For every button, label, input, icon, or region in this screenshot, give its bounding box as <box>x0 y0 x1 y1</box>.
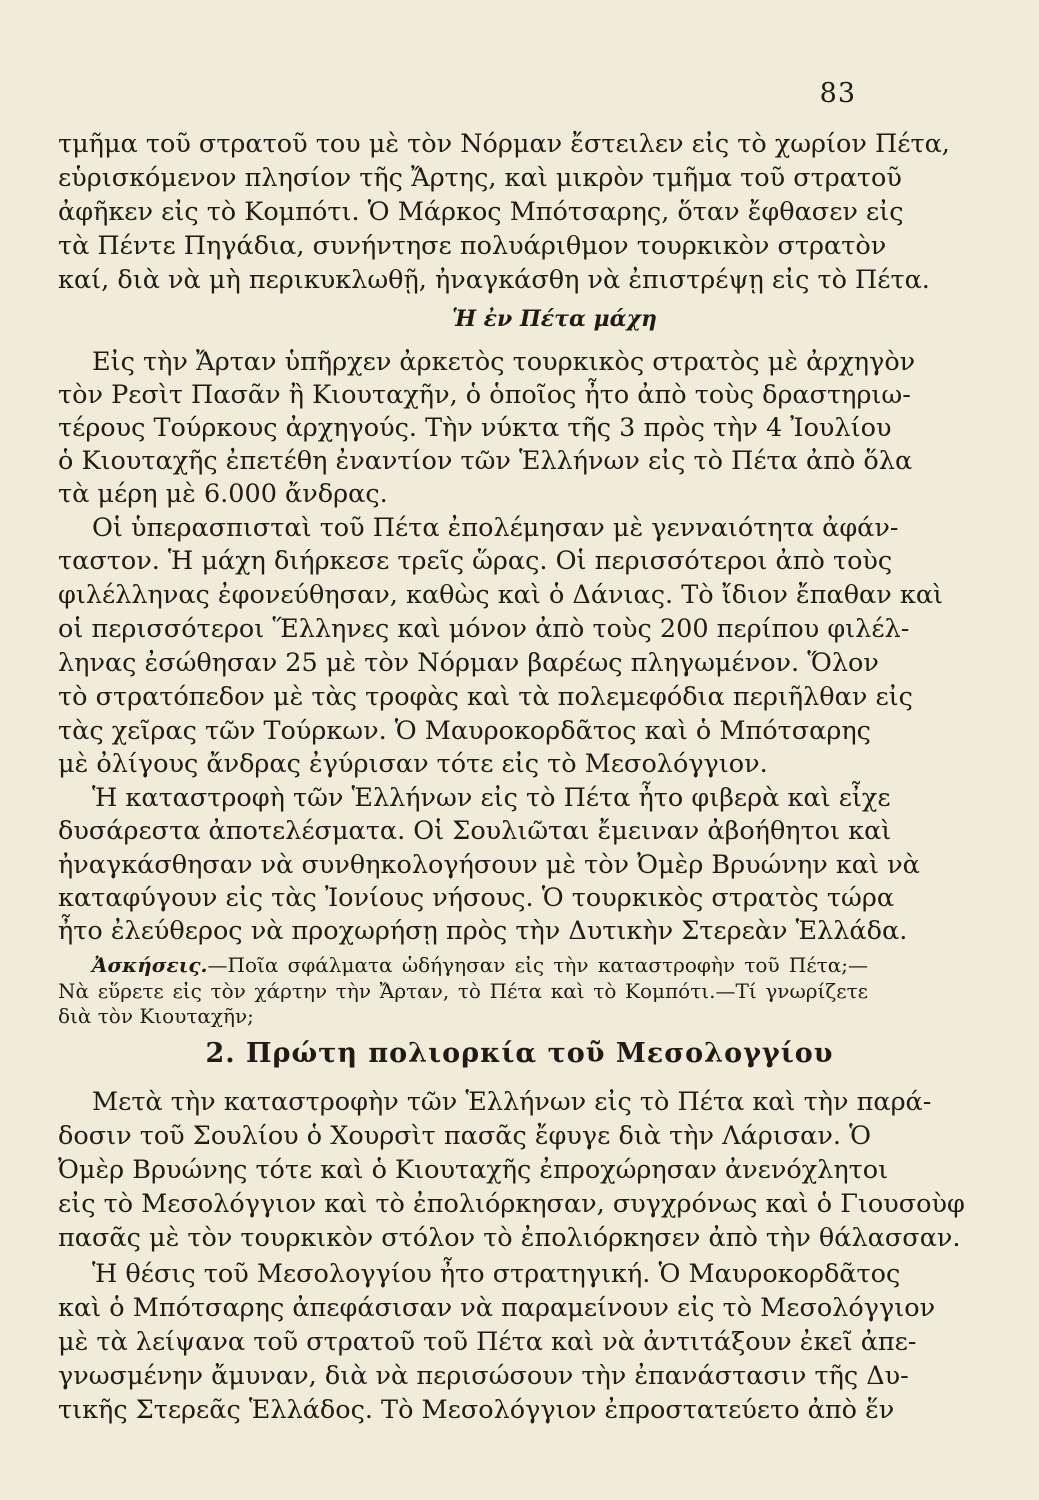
text-line: καταφύγουν εἰς τὰς Ἰονίους νήσους. Ὁ τουρκικὸς στρατὸς τώρα <box>58 883 895 913</box>
text-line: δυσάρεστα ἀποτελέσματα. Οἱ Σουλιῶται ἔμειναν ἀβοήθητοι καὶ <box>58 816 892 846</box>
text-line: τὸν Ρεσὶτ Πασᾶν ἢ Κιουταχῆν, ὁ ὁποῖος ἦτο ἀπὸ τοὺς δραστηριω- <box>58 380 911 410</box>
text-line: ἀφῆκεν εἰς τὸ Κομπότι. Ὁ Μάρκος Μπότσαρης, ὅταν ἔφθασεν εἰς <box>58 197 904 227</box>
text-line: Εἰς τὴν Ἄρταν ὑπῆρχεν ἀρκετὸς τουρκικὸς στρατὸς μὲ ἀρχηγὸν <box>92 347 916 377</box>
text-line: ἦτο ἐλεύθερος νὰ προχωρήσῃ πρὸς τὴν Δυτικὴν Στερεὰν Ἑλλάδα. <box>58 916 908 946</box>
text-line: Ὀμὲρ Βρυώνης τότε καὶ ὁ Κιουταχῆς ἐπροχώρησαν ἀνενόχλητοι <box>58 1155 889 1185</box>
text-line: πασᾶς μὲ τὸν τουρκικὸν στόλον τὸ ἐπολιόρκησεν ἀπὸ τὴν θάλασσαν. <box>58 1223 961 1253</box>
text-line: ἠναγκάσθησαν νὰ συνθηκολογήσουν μὲ τὸν Ὀμὲρ Βρυώνην καὶ νὰ <box>58 850 920 880</box>
exercises-label: Ἀσκήσεις. <box>92 953 208 977</box>
page-number: 83 <box>819 78 856 109</box>
text-line: τὰς χεῖρας τῶν Τούρκων. Ὁ Μαυροκορδᾶτος καὶ ὁ Μπότσαρης <box>58 716 871 746</box>
section-heading: 2. Πρώτη πολιορκία τοῦ Μεσολογγίου <box>205 1038 834 1069</box>
text-line: Ἡ καταστροφὴ τῶν Ἑλλήνων εἰς τὸ Πέτα ἦτο φιβερὰ καὶ εἶχε <box>92 783 891 813</box>
text-line: ληνας ἐσώθησαν 25 μὲ τὸν Νόρμαν βαρέως πληγωμένον. Ὅλον <box>58 648 879 678</box>
text-line: ταστον. Ἡ μάχη διήρκεσε τρεῖς ὥρας. Οἱ περισσότεροι ἀπὸ τοὺς <box>58 546 893 576</box>
text-line: μὲ ὀλίγους ἄνδρας ἐγύρισαν τότε εἰς τὸ Μεσολόγγιον. <box>58 749 768 779</box>
text-line: ὁ Κιουταχῆς ἐπετέθη ἐναντίον τῶν Ἑλλήνων εἰς τὸ Πέτα ἀπὸ ὅλα <box>58 446 913 476</box>
text-line: τὰ μέρη μὲ 6.000 ἄνδρας. <box>58 479 388 509</box>
text-line: οἱ περισσότεροι Ἕλληνες καὶ μόνον ἀπὸ τοὺς 200 περίπου φιλέλ- <box>58 614 910 644</box>
text-line: τμῆμα τοῦ στρατοῦ του μὲ τὸν Νόρμαν ἔστειλεν εἰς τὸ χωρίον Πέτα, <box>58 129 950 159</box>
text-line: Ἡ θέσις τοῦ Μεσολογγίου ἦτο στρατηγική. Ὁ Μαυροκορδᾶτος <box>92 1259 901 1289</box>
subheading: Ἡ ἐν Πέτα μάχη <box>451 306 658 332</box>
text-line: δοσιν τοῦ Σουλίου ὁ Χουρσὶτ πασᾶς ἔφυγε διὰ τὴν Λάρισαν. Ὁ <box>58 1121 871 1151</box>
text-line: τικῆς Στερεᾶς Ἑλλάδος. Τὸ Μεσολόγγιον ἐπροστατεύετο ἀπὸ ἕν <box>58 1395 895 1425</box>
text-line: μὲ τὰ λείψανα τοῦ στρατοῦ τοῦ Πέτα καὶ νὰ ἀντιτάξουν ἐκεῖ ἀπε- <box>58 1327 917 1357</box>
text-line: γνωσμένην ἄμυναν, διὰ νὰ περισώσουν τὴν ἐπανάστασιν τῆς Δυ- <box>58 1361 909 1391</box>
text-line: τέρους Τούρκους ἀρχηγούς. Τὴν νύκτα τῆς 3 πρὸς τὴν 4 Ἰουλίου <box>58 413 892 443</box>
exercises-line <box>92 952 868 978</box>
text-line: Οἱ ὑπερασπισταὶ τοῦ Πέτα ἐπολέμησαν μὲ γενναιότητα ἀφάν- <box>92 513 899 543</box>
text-line: φιλέλληνας ἐφονεύθησαν, καθὼς καὶ ὁ Δάνιας. Τὸ ἴδιον ἔπαθαν καὶ <box>58 580 944 610</box>
text-line: εἰς τὸ Μεσολόγγιον καὶ τὸ ἐπολιόρκησαν, συγχρόνως καὶ ὁ Γιουσοὺφ <box>58 1189 965 1219</box>
text-line: καὶ ὁ Μπότσαρης ἀπεφάσισαν νὰ παραμείνουν εἰς τὸ Μεσολόγγιον <box>58 1293 936 1323</box>
exercises-text: —Ποῖα σφάλματα ὡδήγησαν εἰς τὴν καταστροφὴν τοῦ Πέτα;— <box>207 953 868 977</box>
text-line: Μετὰ τὴν καταστροφὴν τῶν Ἑλλήνων εἰς τὸ Πέτα καὶ τὴν παρά- <box>92 1087 932 1117</box>
exercises-line: Νὰ εὕρετε εἰς τὸν χάρτην τὴν Ἄρταν, τὸ Πέτα καὶ τὸ Κομπότι.—Τί γνωρίζετε <box>58 979 868 1003</box>
text-line: τὸ στρατόπεδον μὲ τὰς τροφὰς καὶ τὰ πολεμεφόδια περιῆλθαν εἰς <box>58 682 913 712</box>
text-line: καί, διὰ νὰ μὴ περικυκλωθῇ, ἠναγκάσθη νὰ ἐπιστρέψῃ εἰς τὸ Πέτα. <box>58 265 930 295</box>
exercises-line: διὰ τὸν Κιουταχῆν; <box>58 1004 254 1028</box>
text-line: εὑρισκόμενον πλησίον τῆς Ἄρτης, καὶ μικρὸν τμῆμα τοῦ στρατοῦ <box>58 163 902 193</box>
text-line: τὰ Πέντε Πηγάδια, συνήντησε πολυάριθμον τουρκικὸν στρατὸν <box>58 231 887 261</box>
